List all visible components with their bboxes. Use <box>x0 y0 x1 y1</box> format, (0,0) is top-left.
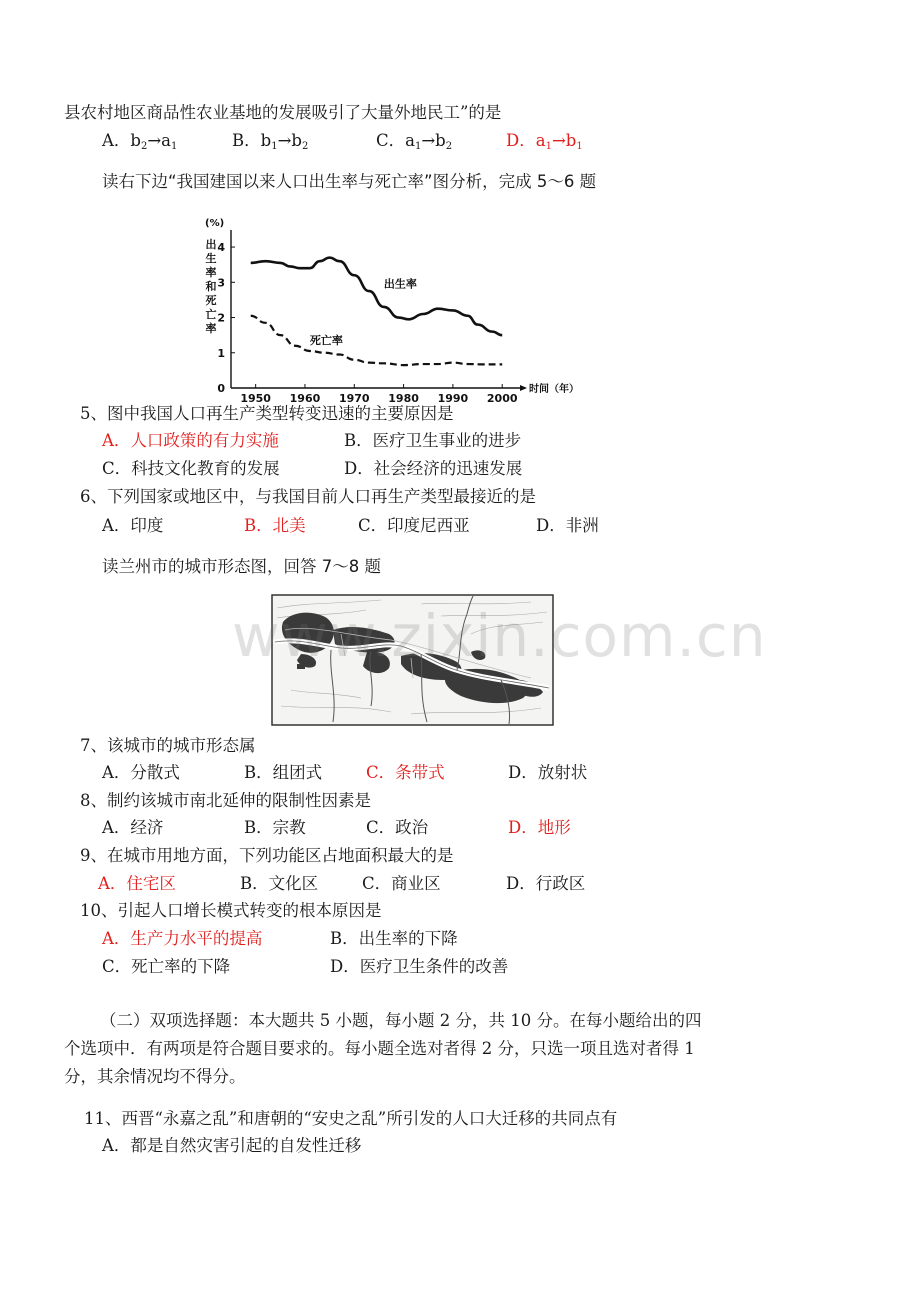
y-axis-label-char: 出 <box>205 238 217 251</box>
chart-labels <box>205 218 579 395</box>
series-line-death-rate <box>251 316 502 365</box>
q5-option-c[interactable]: C．科技文化教育的发展 <box>102 459 280 478</box>
q6-option-d[interactable]: D．非洲 <box>536 516 599 535</box>
q9-stem: 9、在城市用地方面，下列功能区占地面积最大的是 <box>80 846 454 865</box>
q10-option-d[interactable]: D．医疗卫生条件的改善 <box>330 957 509 976</box>
q7-option-a[interactable]: A．分散式 <box>102 763 180 782</box>
series-label: 死亡率 <box>309 333 343 347</box>
y-unit-label: (%) <box>205 218 225 229</box>
y-axis-label-char: 率 <box>205 322 217 335</box>
q8-stem: 8、制约该城市南北延伸的限制性因素是 <box>80 791 371 810</box>
q10-option-c[interactable]: C．死亡率的下降 <box>102 957 231 976</box>
q9-option-c[interactable]: C．商业区 <box>362 874 441 893</box>
q8-option-b[interactable]: B．宗教 <box>244 818 306 837</box>
x-axis-label: 时间（年） <box>529 384 579 395</box>
q7-option-c[interactable]: C．条带式 <box>366 763 445 782</box>
birth-death-rate-chart <box>195 212 595 408</box>
q8-option-c[interactable]: C．政治 <box>366 818 429 837</box>
q7-option-d[interactable]: D．放射状 <box>508 763 588 782</box>
q6-option-c[interactable]: C．印度尼西亚 <box>358 516 470 535</box>
q11-option-a[interactable]: A．都是自然灾害引起的自发性迁移 <box>102 1136 362 1155</box>
instruction-5-6: 读右下边“我国建国以来人口出生率与死亡率”图分析，完成 5～6 题 <box>102 172 597 191</box>
q8-option-d[interactable]: D．地形 <box>508 818 571 837</box>
q5-option-d[interactable]: D．社会经济的迅速发展 <box>344 459 523 478</box>
instruction-7-8: 读兰州市的城市形态图，回答 7～8 题 <box>102 557 381 576</box>
q4-option-a[interactable]: A．$b_2\to a_1$ <box>102 131 178 152</box>
y-tick-label: 4 <box>217 241 225 255</box>
section2-line2: 个选项中．有两项是符合题目要求的。每小题全选对者得 2 分，只选一项且选对者得 1 <box>64 1039 695 1058</box>
series-label: 出生率 <box>383 277 417 291</box>
section2-line1: （二）双项选择题：本大题共 5 小题，每小题 2 分，共 10 分。在每小题给出的四 <box>100 1011 702 1030</box>
q5-stem: 5、图中我国人口再生产类型转变迅速的主要原因是 <box>80 404 454 423</box>
x-tick-label: 1990 <box>437 392 469 405</box>
y-tick-label: 2 <box>217 311 225 325</box>
y-tick-label: 3 <box>217 276 225 290</box>
q4-option-d[interactable]: D．$a_1\to b_1$ <box>506 131 583 152</box>
x-tick-label: 1970 <box>338 392 370 405</box>
q5-option-a[interactable]: A．人口政策的有力实施 <box>102 431 279 450</box>
x-tick-label: 1960 <box>289 392 321 405</box>
origin-label: 0 <box>217 382 225 395</box>
x-axis-arrow <box>520 385 527 391</box>
watermark: www.zixin.com.cn <box>232 602 767 670</box>
q6-option-b[interactable]: B．北美 <box>244 516 306 535</box>
q9-option-a[interactable]: A．住宅区 <box>98 874 176 893</box>
q10-option-b[interactable]: B．出生率的下降 <box>330 929 458 948</box>
section2-line3: 分，其余情况均不得分。 <box>64 1067 246 1086</box>
q10-stem: 10、引起人口增长模式转变的根本原因是 <box>80 901 382 920</box>
x-tick-label: 2000 <box>486 392 518 405</box>
y-axis-label-char: 生 <box>205 252 217 265</box>
y-axis-label-char: 亡 <box>205 308 217 321</box>
q9-option-b[interactable]: B．文化区 <box>240 874 319 893</box>
q6-stem: 6、下列国家或地区中，与我国目前人口再生产类型最接近的是 <box>80 487 536 506</box>
chart-axes <box>231 230 527 391</box>
q4-stem: 县农村地区商品性农业基地的发展吸引了大量外地民工”的是 <box>64 103 502 122</box>
y-axis-label-char: 死 <box>205 294 217 307</box>
y-axis-label-char: 率 <box>205 266 217 279</box>
x-tick-label: 1950 <box>240 392 271 405</box>
q6-option-a[interactable]: A．印度 <box>102 516 164 535</box>
q9-option-d[interactable]: D．行政区 <box>506 874 586 893</box>
q7-stem: 7、该城市的城市形态属 <box>80 736 256 755</box>
q11-stem: 11、西晋“永嘉之乱”和唐朝的“安史之乱”所引发的人口大迁移的共同点有 <box>84 1109 618 1128</box>
q10-option-a[interactable]: A．生产力水平的提高 <box>102 929 263 948</box>
q4-option-c[interactable]: C．$a_1\to b_2$ <box>376 131 453 152</box>
q4-option-b[interactable]: B．$b_1\to b_2$ <box>232 131 309 152</box>
q8-option-a[interactable]: A．经济 <box>102 818 164 837</box>
y-axis-label-char: 和 <box>205 280 217 293</box>
x-tick-label: 1980 <box>388 392 419 405</box>
q7-option-b[interactable]: B．组团式 <box>244 763 323 782</box>
q5-option-b[interactable]: B．医疗卫生事业的进步 <box>344 431 522 450</box>
y-tick-label: 1 <box>217 346 225 360</box>
series-line-birth-rate <box>251 258 502 336</box>
chart-series <box>251 258 502 365</box>
